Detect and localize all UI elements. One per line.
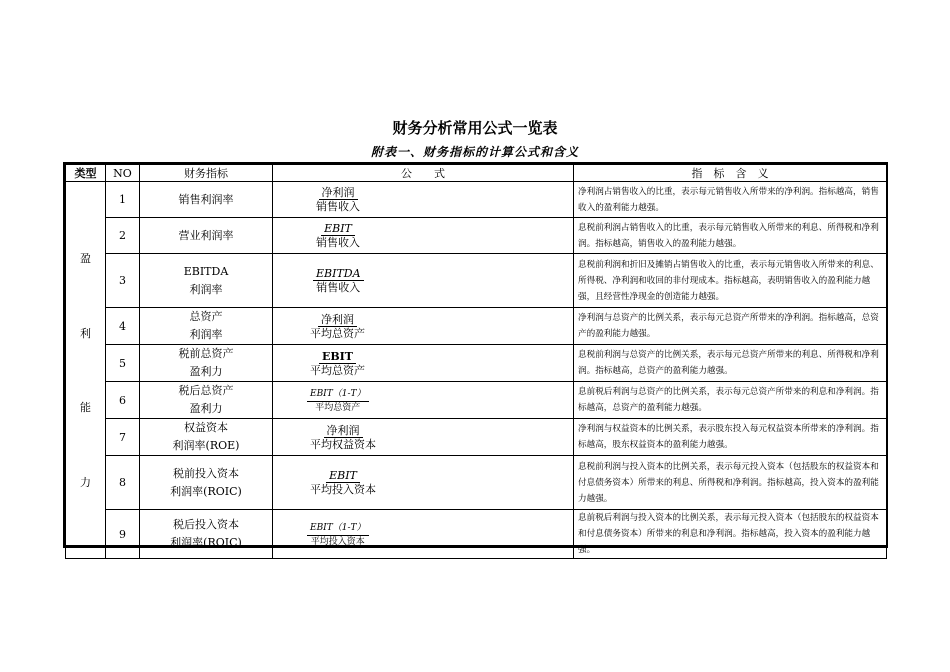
row-number: 2 — [106, 218, 140, 254]
formula-denominator: 销售收入 — [316, 200, 360, 213]
meaning-cell: 息税前利润与总资产的比例关系，表示每元总资产所带来的利息、所得税和净利润。指标越高，总资产的盈利能力越强。 — [574, 345, 887, 382]
formula-numerator: 净利润 — [324, 424, 363, 438]
table-row — [66, 308, 887, 345]
formula-fraction — [307, 313, 368, 340]
category-char: 力 — [80, 475, 91, 489]
indicator-name: 税后投入资本 利润率(ROIC) — [140, 510, 273, 559]
formula-denominator: 平均权益资本 — [310, 437, 376, 451]
meaning-cell: 净利润占销售收入的比重，表示每元销售收入所带来的净利润。指标越高，销售收入的盈利能力越强。 — [574, 182, 887, 218]
header-formula: 公 式 — [273, 165, 574, 182]
formula-cell — [273, 419, 574, 456]
formula-numerator: EBIT — [319, 350, 356, 364]
formula-denominator: 销售收入 — [316, 236, 360, 249]
formula-fraction — [307, 388, 369, 415]
formula-fraction — [307, 522, 369, 549]
indicator-name: 税前总资产 盈利力 — [140, 345, 273, 382]
formula-denominator: 平均投入资本 — [310, 483, 376, 496]
formula-numerator: EBIT — [321, 222, 355, 236]
row-number: 5 — [106, 345, 140, 382]
table-row — [66, 419, 887, 456]
formula-numerator: EBIT（1-T） — [307, 522, 369, 536]
table-row — [66, 254, 887, 308]
formula-fraction — [313, 222, 363, 249]
indicator-name: 税后总资产 盈利力 — [140, 382, 273, 419]
indicator-name: EBITDA 利润率 — [140, 254, 273, 308]
indicator-name: 销售利润率 — [140, 182, 273, 218]
table-row — [66, 218, 887, 254]
formula-table-frame — [63, 162, 888, 555]
category-cell — [66, 182, 106, 559]
category-char: 利 — [80, 326, 91, 340]
row-number: 8 — [106, 456, 140, 510]
formula-table — [65, 164, 887, 559]
row-number: 4 — [106, 308, 140, 345]
meaning-cell: 息前税后利润与投入资本的比例关系，表示每元投入资本（包括股东的权益资本和付息债务资本）所带来的利息和净利润。指标越高，投入资本的盈利能力越强。 — [574, 510, 887, 559]
formula-cell — [273, 308, 574, 345]
indicator-name: 营业利润率 — [140, 218, 273, 254]
row-number: 9 — [106, 510, 140, 559]
row-number: 1 — [106, 182, 140, 218]
formula-numerator: EBIT（1-T） — [307, 388, 369, 402]
meaning-cell: 净利润与权益资本的比例关系，表示股东投入每元权益资本所带来的净利润。指标越高，股东权益资本的盈利能力越强。 — [574, 419, 887, 456]
table-row — [66, 510, 887, 559]
category-char: 盈 — [80, 252, 91, 265]
header-type: 类型 — [66, 165, 106, 182]
row-number: 3 — [106, 254, 140, 308]
indicator-name: 权益资本 利润率(ROE) — [140, 419, 273, 456]
formula-fraction — [307, 350, 368, 377]
table-row — [66, 456, 887, 510]
formula-cell — [273, 345, 574, 382]
formula-fraction — [313, 267, 364, 294]
formula-numerator: 净利润 — [319, 186, 358, 200]
formula-denominator: 平均总资产 — [310, 363, 365, 377]
category-char: 能 — [80, 401, 91, 415]
formula-cell — [273, 218, 574, 254]
meaning-cell: 息税前利润占销售收入的比重，表示每元销售收入所带来的利息、所得税和净利润。指标越高，销售收入的盈利能力越强。 — [574, 218, 887, 254]
formula-numerator: 净利润 — [318, 313, 357, 327]
formula-denominator: 销售收入 — [316, 281, 361, 294]
formula-fraction — [307, 469, 379, 496]
formula-denominator: 平均投入资本 — [310, 536, 365, 547]
formula-denominator: 平均总资产 — [315, 402, 361, 413]
table-row — [66, 345, 887, 382]
indicator-name: 税前投入资本 利润率(ROIC) — [140, 456, 273, 510]
table-subtitle: 附表一、财务指标的计算公式和含义 — [370, 145, 579, 159]
formula-fraction — [313, 186, 363, 213]
meaning-cell: 息税前利润与投入资本的比例关系，表示每元投入资本（包括股东的权益资本和付息债务资本）所带来的利息、所得税和净利润。指标越高，投入资本的盈利能力越强。 — [574, 456, 887, 510]
table-row — [66, 382, 887, 419]
meaning-cell: 息前税后利润与总资产的比例关系，表示每元总资产所带来的利息和净利润。指标越高，总资产的盈利能力越强。 — [574, 382, 887, 419]
meaning-cell: 息税前利润和折旧及摊销占销售收入的比重，表示每元销售收入所带来的利息、所得税、净利润和收回的非付现成本。指标越高，表明销售收入的盈利能力越强，且经营性净现金的创造能力越强。 — [574, 254, 887, 308]
indicator-name: 总资产 利润率 — [140, 308, 273, 345]
formula-cell — [273, 182, 574, 218]
formula-cell — [273, 254, 574, 308]
row-number: 6 — [106, 382, 140, 419]
meaning-cell: 净利润与总资产的比例关系，表示每元总资产所带来的净利润。指标越高，总资产的盈利能力越强。 — [574, 308, 887, 345]
header-meaning: 指 标 含 义 — [574, 165, 887, 182]
formula-numerator: EBITDA — [313, 267, 364, 281]
formula-denominator: 平均总资产 — [310, 326, 365, 340]
formula-cell — [273, 510, 574, 559]
formula-fraction — [307, 424, 379, 451]
table-row — [66, 182, 887, 218]
header-indicator: 财务指标 — [140, 165, 273, 182]
row-number: 7 — [106, 419, 140, 456]
formula-cell — [273, 456, 574, 510]
document-title: 财务分析常用公式一览表 — [392, 119, 558, 137]
header-no: NO — [106, 165, 140, 182]
formula-numerator: EBIT — [326, 469, 360, 483]
formula-cell — [273, 382, 574, 419]
header-row — [66, 165, 887, 182]
